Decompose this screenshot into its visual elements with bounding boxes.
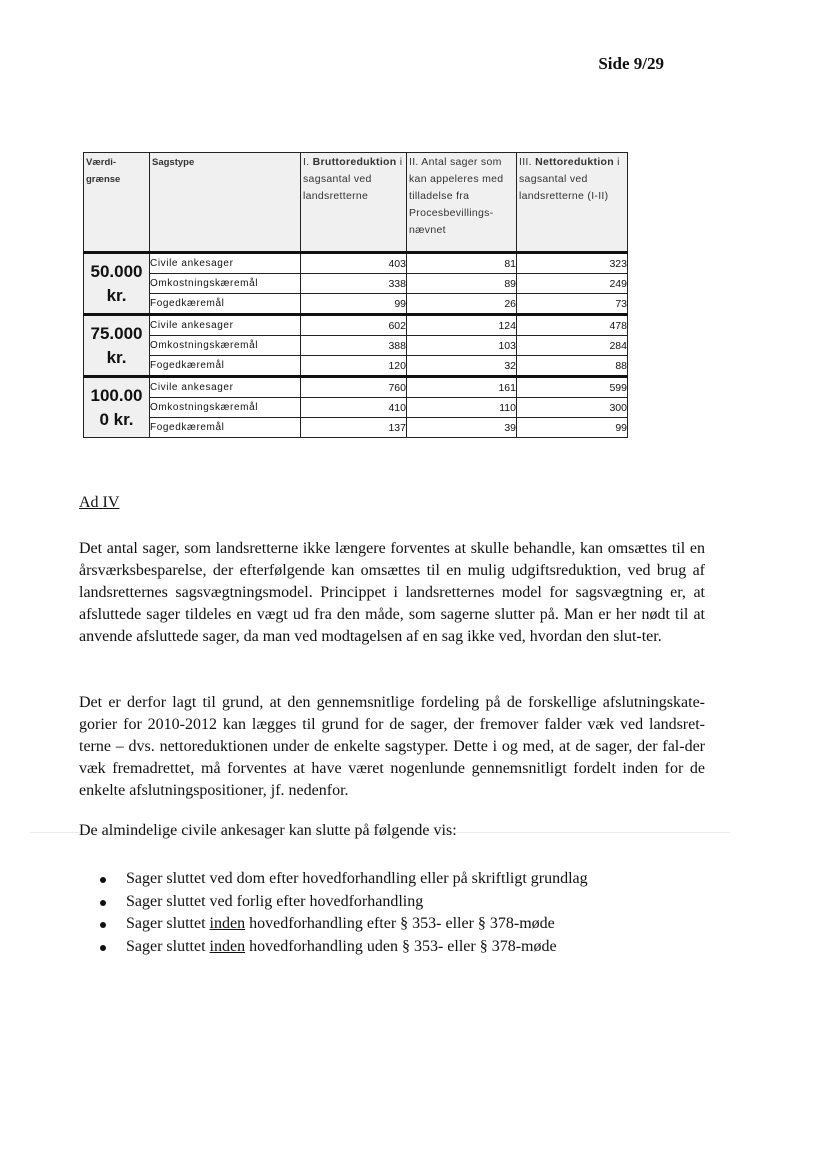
case-type-cell: Omkostningskæremål <box>150 336 301 356</box>
case-type-cell: Omkostningskæremål <box>150 398 301 418</box>
appealable-cell: 89 <box>407 274 517 294</box>
net-reduction-cell: 300 <box>517 398 628 418</box>
net-reduction-cell: 99 <box>517 418 628 438</box>
table-row <box>84 294 628 315</box>
net-reduction-cell: 73 <box>517 294 628 315</box>
net-reduction-cell: 599 <box>517 377 628 398</box>
list-intro: De almindelige civile ankesager kan slutte på følgende vis: <box>79 822 457 839</box>
appealable-cell: 32 <box>407 356 517 377</box>
value-limit-cell <box>84 253 150 315</box>
appealable-cell: 81 <box>407 253 517 274</box>
appealable-cell: 110 <box>407 398 517 418</box>
list-item-underlined: inden <box>209 937 246 955</box>
list-item-text-rest: hovedforhandling efter § 353- eller § 378-møde <box>245 915 555 932</box>
net-reduction-cell: 88 <box>517 356 628 377</box>
case-type-cell: Fogedkæremål <box>150 356 301 377</box>
case-type-cell: Fogedkæremål <box>150 418 301 438</box>
gross-reduction-cell: 338 <box>301 274 407 294</box>
table-row <box>84 398 628 418</box>
appealable-cell: 103 <box>407 336 517 356</box>
bullet-icon <box>100 877 106 883</box>
case-type-cell: Civile ankesager <box>150 253 301 274</box>
table-row <box>84 377 628 398</box>
gross-reduction-cell: 602 <box>301 315 407 336</box>
list-item-text: Sager sluttet ved dom efter hovedforhandling eller på skriftligt grundlag <box>126 870 588 887</box>
header-net-bold: Nettoreduktion <box>535 156 614 168</box>
paragraph-2: Det er derfor lagt til grund, at den gennemsnitlige fordeling på de forskellige afslutningskate-gorier for 2010-2012 kan lægges til grund for de sager, der fremover falder væk ved landsret-terne – dvs. nettoreduktionen under de enkelte sagstyper. Dette i og med, at de sager, der fal-der væk fremadrettet, må forventes at have været nogenlunde gennemsnitligt fordelt inden for de enkelte afslutningspositioner, jf. nedenfor. <box>79 694 705 799</box>
value-limit-cell <box>84 377 150 438</box>
appealable-cell: 26 <box>407 294 517 315</box>
table-row <box>84 356 628 377</box>
outcome-list <box>79 868 588 958</box>
header-gross-rest: i sagsantal ved landsretterne <box>303 156 403 202</box>
case-type-cell: Civile ankesager <box>150 377 301 398</box>
list-item-underlined: inden <box>209 915 246 932</box>
gross-reduction-cell: 99 <box>301 294 407 315</box>
appealable-cell: 161 <box>407 377 517 398</box>
case-type-cell: Omkostningskæremål <box>150 274 301 294</box>
bullet-icon <box>100 922 106 928</box>
appealable-cell: 39 <box>407 418 517 438</box>
table-row <box>84 253 628 274</box>
value-limit-amount: 100.00 <box>90 385 143 405</box>
value-limit-unit: 0 kr. <box>99 409 134 429</box>
table-row <box>84 315 628 336</box>
gross-reduction-cell: 760 <box>301 377 407 398</box>
case-reduction-table <box>83 152 628 438</box>
net-reduction-cell: 478 <box>517 315 628 336</box>
table-row <box>84 336 628 356</box>
value-limit-amount: 75.000 <box>90 323 143 343</box>
value-limit-amount: 50.000 <box>90 261 143 281</box>
list-item <box>79 913 588 936</box>
appealable-cell: 124 <box>407 315 517 336</box>
list-item-text: Sager sluttet <box>126 937 210 955</box>
net-reduction-cell: 323 <box>517 253 628 274</box>
case-type-cell: Fogedkæremål <box>150 294 301 315</box>
bullet-icon <box>100 900 106 906</box>
header-gross-prefix: I. <box>303 156 313 168</box>
table-row <box>84 274 628 294</box>
header-case-type: Sagstype <box>150 153 301 253</box>
header-appealable-cases: II. Antal sager som kan appeleres med tilladelse fra Procesbevillings-nævnet <box>407 153 517 253</box>
list-item-text: Sager sluttet <box>126 915 210 932</box>
header-net-prefix: III. <box>519 156 536 168</box>
table-row <box>84 418 628 438</box>
case-type-cell: Civile ankesager <box>150 315 301 336</box>
table-header-row <box>84 153 628 253</box>
gross-reduction-cell: 410 <box>301 398 407 418</box>
header-value-limit: Værdi-grænse <box>84 153 150 253</box>
gross-reduction-cell: 403 <box>301 253 407 274</box>
net-reduction-cell: 249 <box>517 274 628 294</box>
header-net-reduction <box>517 153 628 253</box>
list-item <box>79 868 588 891</box>
page-number: Side 9/29 <box>598 54 664 73</box>
paragraph-1: Det antal sager, som landsretterne ikke længere forventes at skulle behandle, kan omsættes til en årsværksbesparelse, der efterfølgende kan omsættes til en mulig udgiftsreduktion, ved brug af landsretternes sagsvægtningsmodel. Princippet i landsretternes model for sagsvægtning er, at afsluttede sager tildeles en vægt ud fra den måde, som sagerne slutter på. Man er her nødt til at anvende afsluttede sager, da man ved modtagelsen af en sag ikke ved, hvordan den slut-ter. <box>79 540 705 645</box>
gross-reduction-cell: 120 <box>301 356 407 377</box>
bullet-icon <box>100 945 106 951</box>
gross-reduction-cell: 388 <box>301 336 407 356</box>
value-limit-cell <box>84 315 150 377</box>
gross-reduction-cell: 137 <box>301 418 407 438</box>
list-item-text-rest: hovedforhandling uden § 353- eller § 378-møde <box>245 937 557 955</box>
net-reduction-cell: 284 <box>517 336 628 356</box>
value-limit-unit: kr. <box>106 285 127 305</box>
section-heading: Ad IV <box>79 494 120 511</box>
list-item <box>79 891 588 914</box>
list-item <box>79 936 588 959</box>
value-limit-unit: kr. <box>106 347 127 367</box>
header-net-rest: i sagsantal ved landsretterne (I-II) <box>519 156 620 202</box>
header-gross-reduction <box>301 153 407 253</box>
list-item-text: Sager sluttet ved forlig efter hovedforhandling <box>126 892 424 910</box>
header-gross-bold: Bruttoreduktion <box>312 156 397 168</box>
